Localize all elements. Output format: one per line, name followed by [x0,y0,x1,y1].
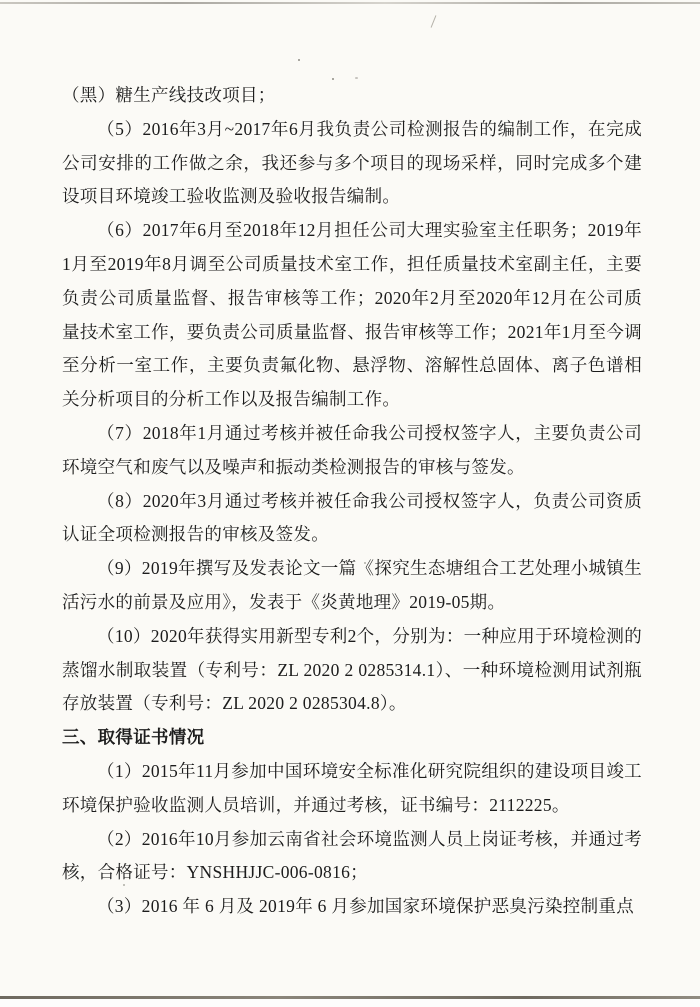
paragraph: （7）2018年1月通过考核并被任命我公司授权签字人，主要负责公司环境空气和废气以及噪声和振动类检测报告的审核与签发。 [62,422,642,477]
document-body [62,79,642,924]
paragraph: （5）2016年3月~2017年6月我负责公司检测报告的编制工作，在完成公司安排的工作做之余，我还参与多个项目的现场采样，同时完成多个建设项目环境竣工验收监测及验收报告编制。 [62,118,642,207]
paragraph: （2）2016年10月参加云南省社会环境监测人员上岗证考核，并通过考核，合格证号：YNSHHJJC-006-0816； [62,828,642,883]
scan-edge-bottom-margin [0,999,700,1007]
paragraph: （6）2017年6月至2018年12月担任公司大理实验室主任职务；2019年1月至2019年8月调至公司质量技术室工作，担任质量技术室副主任，主要负责公司质量监督、报告审核等工作；2020年2月至2020年12月在公司质量技术室工作，要负责公司质量监督、报告审核等工作；2021年1月至今调至分析一室工作，主要负责氟化物、悬浮物、溶解性总固体、离子色谱相关分析项目的分析工作以及报告编制工作。 [62,220,642,410]
paragraph: （黑）糖生产线技改项目； [62,85,276,105]
paragraph: （3）2016 年 6 月及 2019年 6 月参加国家环境保护恶臭污染控制重点 [97,896,634,917]
paragraph: （8）2020年3月通过考核并被任命我公司授权签字人，负责公司资质认证全项检测报告的审核及签发。 [62,490,642,545]
paragraph: （1）2015年11月参加中国环境安全标准化研究院组织的建设项目竣工环境保护验收监测人员培训，并通过考核，证书编号：2112225。 [62,760,642,815]
scan-scratch-mark [431,15,437,27]
section-heading: 三、取得证书情况 [62,727,205,748]
paragraph: （10）2020年获得实用新型专利2个，分别为：一种应用于环境检测的蒸馏水制取装置（专利号：ZL 2020 2 0285314.1）、一种环境检测用试剂瓶存放装置（专利号：ZL 2020 2 0285304.8）。 [62,625,642,714]
scan-speck [298,59,300,61]
scan-edge-top [0,2,700,4]
paragraph: （9）2019年撰写及发表论文一篇《探究生态塘组合工艺处理小城镇生活污水的前景及应用》，发表于《炎黄地理》2019-05期。 [62,558,642,612]
